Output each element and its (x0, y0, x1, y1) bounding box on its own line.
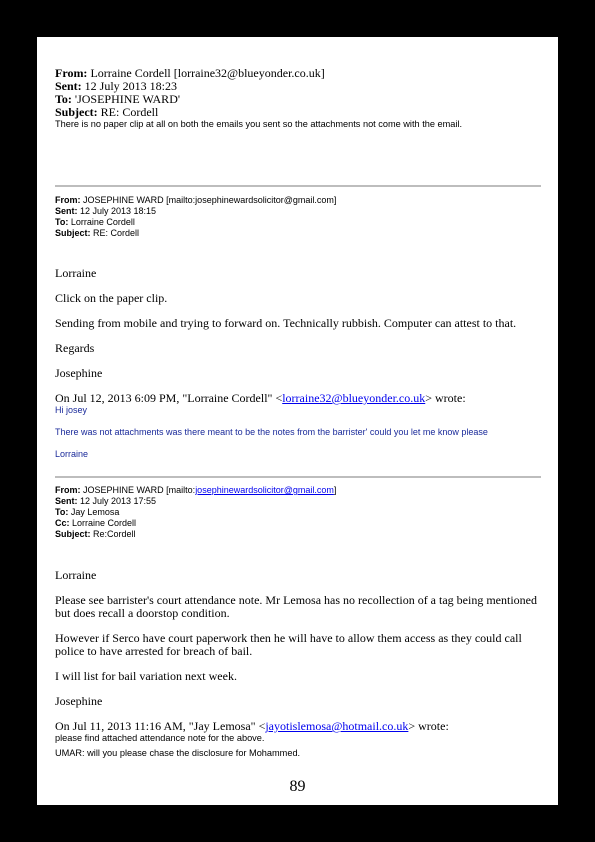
email3-sent-line (55, 496, 156, 506)
to-label: To: (55, 507, 69, 517)
to-value: 'JOSEPHINE WARD' (71, 92, 181, 106)
page-number: 89 (289, 778, 306, 795)
cc-value: Lorraine Cordell (69, 518, 137, 528)
email1-body: There is no paper clip at all on both the emails you sent so the attachments not come with the email. (55, 119, 463, 129)
divider (55, 185, 541, 187)
quote-prefix: On Jul 12, 2013 6:09 PM, "Lorraine Cordell" < (55, 391, 283, 405)
sent-label: Sent: (55, 79, 82, 93)
subject-value: RE: Cordell (90, 228, 140, 238)
email3-quoted-text: please find attached attendance note for the above. (55, 733, 265, 743)
email2-greeting: Lorraine (55, 266, 97, 280)
email3-subject-line (55, 529, 136, 539)
quote-suffix: > wrote: (425, 391, 466, 405)
from-label: From: (55, 485, 81, 495)
email3-paragraph: Please see barrister's court attendance note. Mr Lemosa has no recollection of a tag being mentioned (55, 593, 537, 607)
email3-paragraph: police to have arrested for breach of bail. (55, 644, 253, 658)
email3-quote-header (55, 719, 449, 734)
sent-value: 12 July 2013 18:15 (77, 206, 157, 216)
subject-value: RE: Cordell (97, 105, 159, 119)
email3-from-line (55, 485, 336, 495)
from-value: Lorraine Cordell [lorraine32@blueyonder.co.uk] (87, 66, 325, 80)
sent-label: Sent: (55, 496, 78, 506)
from-label: From: (55, 195, 81, 205)
from-label: From: (55, 66, 88, 80)
email3-greeting: Lorraine (55, 568, 97, 582)
document-page (37, 37, 558, 805)
divider (55, 476, 541, 478)
email1-subject-line (55, 105, 158, 120)
email-link[interactable]: lorraine32@blueyonder.co.uk (282, 391, 426, 405)
sent-label: Sent: (55, 206, 78, 216)
subject-label: Subject: (55, 105, 98, 119)
email-link[interactable]: josephinewardsolicitor@gmail.com (195, 485, 334, 495)
email3-paragraph: However if Serco have court paperwork then he will have to allow them access as they could call (55, 631, 522, 645)
email3-paragraph: but does recall a doorstop condition. (55, 606, 230, 620)
to-value: Lorraine Cordell (68, 217, 135, 227)
email3-paragraph: I will list for bail variation next week. (55, 669, 237, 683)
email2-quote-header (55, 391, 466, 406)
to-label: To: (55, 92, 72, 106)
email3-cc-line (55, 518, 136, 528)
subject-label: Subject: (55, 529, 91, 539)
email2-closing: Regards (55, 341, 95, 355)
email-link[interactable]: jayotislemosa@hotmail.co.uk (265, 719, 409, 733)
email2-subject-line (55, 228, 139, 238)
email2-from-line (55, 195, 336, 205)
sent-value: 12 July 2013 18:23 (81, 79, 178, 93)
email3-to-line (55, 507, 119, 517)
email2-paragraph: Click on the paper clip. (55, 291, 168, 305)
to-label: To: (55, 217, 69, 227)
cc-label: Cc: (55, 518, 70, 528)
email3-quoted-text: UMAR: will you please chase the disclosure for Mohammed. (55, 748, 301, 758)
to-value: Jay Lemosa (68, 507, 120, 517)
subject-value: Re:Cordell (90, 529, 136, 539)
subject-label: Subject: (55, 228, 91, 238)
from-value: JOSEPHINE WARD [mailto:josephinewardsolicitor@gmail.com] (80, 195, 337, 205)
email2-quoted-text: There was not attachments was there meant to be the notes from the barrister' could you let me know please (55, 427, 488, 437)
from-suffix: ] (333, 485, 337, 495)
email3-signature: Josephine (55, 694, 103, 708)
email2-to-line (55, 217, 135, 227)
email2-signature: Josephine (55, 366, 103, 380)
quote-suffix: > wrote: (408, 719, 449, 733)
email2-sent-line (55, 206, 156, 216)
from-prefix: JOSEPHINE WARD [mailto: (80, 485, 196, 495)
quote-prefix: On Jul 11, 2013 11:16 AM, "Jay Lemosa" < (55, 719, 266, 733)
email2-paragraph: Sending from mobile and trying to forward on. Technically rubbish. Computer can attest to that. (55, 316, 517, 330)
email2-quoted-text: Lorraine (55, 449, 89, 459)
email2-quoted-text: Hi josey (55, 405, 88, 415)
sent-value: 12 July 2013 17:55 (77, 496, 157, 506)
